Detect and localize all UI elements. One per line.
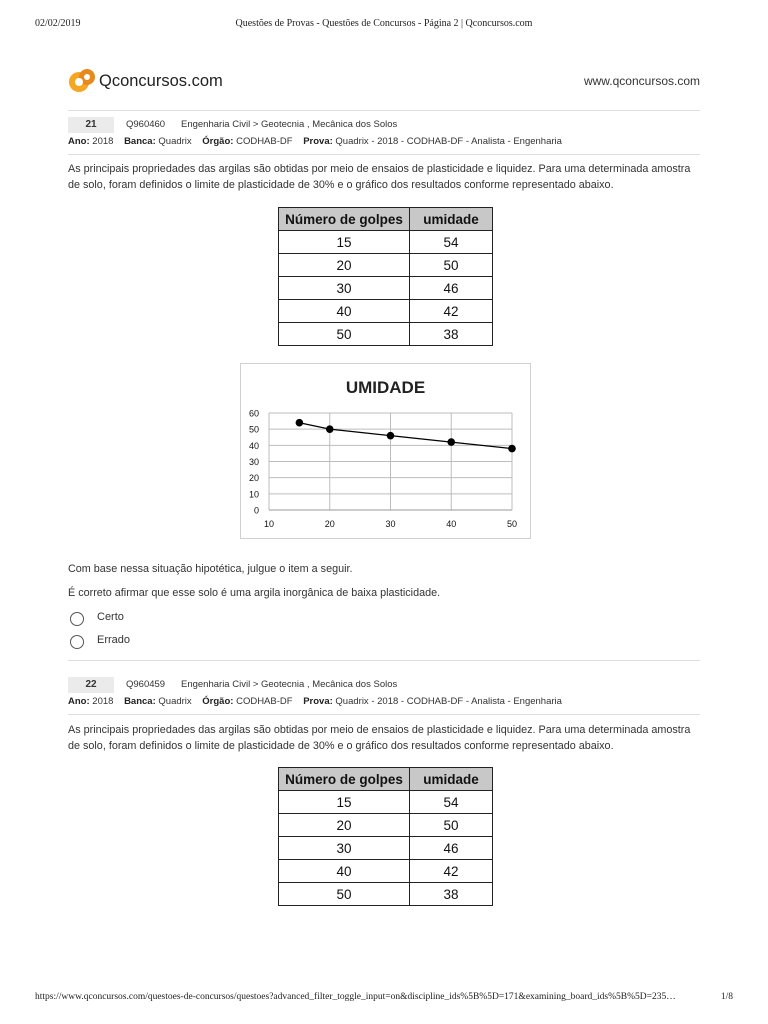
table-row: [279, 837, 493, 860]
data-table: [278, 767, 493, 906]
table-cell: 15: [279, 791, 410, 814]
divider: [68, 154, 700, 155]
table-cell: 50: [279, 883, 410, 906]
table-cell: 46: [410, 837, 493, 860]
table-cell: 30: [279, 277, 410, 300]
table-row: [279, 323, 493, 346]
meta-banca[interactable]: Quadrix: [158, 696, 192, 707]
y-tick-label: 0: [253, 505, 259, 516]
table-row: [279, 860, 493, 883]
logo-icon: [68, 67, 96, 95]
chart-svg: [241, 364, 530, 538]
x-tick-label: 10: [263, 519, 275, 529]
table-row: [279, 791, 493, 814]
umidade-chart: [240, 363, 531, 539]
table-header: umidade: [410, 768, 493, 791]
x-tick-label: 40: [446, 519, 457, 529]
table-cell: 50: [410, 814, 493, 837]
meta-label-ano: Ano:: [68, 136, 90, 147]
meta-prova[interactable]: Quadrix - 2018 - CODHAB-DF - Analista - Engenharia: [335, 136, 562, 147]
print-date: 02/02/2019: [35, 18, 81, 29]
x-tick-label: 50: [506, 519, 518, 529]
table-cell: 38: [410, 323, 493, 346]
question-text: As principais propriedades das argilas são obtidas por meio de ensaios de plasticidade e liquidez. Para uma determinada amostra de solo, foram definidos o limite de plasticidade de 30% e o gráfico dos resultados conforme representado abaixo.: [68, 724, 691, 752]
table-cell: 50: [410, 254, 493, 277]
print-title: Questões de Provas - Questões de Concursos - Página 2 | Qconcursos.com: [235, 18, 533, 29]
question-id[interactable]: Q960459: [126, 679, 166, 690]
table-row: [279, 300, 493, 323]
meta-orgao[interactable]: CODHAB-DF: [236, 696, 293, 707]
table-cell: 50: [279, 323, 410, 346]
table-cell: 54: [410, 231, 493, 254]
print-page-number: 1/8: [720, 992, 733, 1002]
x-tick-label: 20: [324, 519, 335, 529]
table-cell: 46: [410, 277, 493, 300]
table-cell: 54: [410, 791, 493, 814]
meta-ano: 2018: [92, 696, 114, 707]
table-cell: 30: [279, 837, 410, 860]
meta-label-orgao: Órgão:: [202, 696, 234, 707]
data-point: [296, 419, 304, 427]
chart-series: [296, 419, 516, 452]
data-point: [387, 432, 395, 440]
table-cell: 20: [279, 814, 410, 837]
question-meta: [68, 136, 570, 147]
meta-ano: 2018: [92, 136, 114, 147]
question-number: 22: [68, 677, 114, 693]
print-footer: [35, 992, 733, 1006]
logo-text: Qconcursos.com: [99, 72, 223, 90]
option-label: Errado: [97, 634, 131, 646]
option-label: Certo: [97, 611, 124, 623]
x-tick-label: 30: [385, 519, 396, 529]
y-tick-label: 50: [248, 424, 259, 435]
y-tick-label: 30: [248, 457, 259, 467]
question-text: As principais propriedades das argilas são obtidas por meio de ensaios de plasticidade e liquidez. Para uma determinada amostra de solo, foram definidos o limite de plasticidade de 30% e o gráfico dos resultados conforme representado abaixo.: [68, 163, 691, 191]
chart-y-ticks: [249, 409, 259, 516]
question-prompt: Com base nessa situação hipotética, julgue o item a seguir.: [68, 563, 353, 575]
site-url[interactable]: www.qconcursos.com: [583, 74, 700, 88]
question-subject[interactable]: Engenharia Civil > Geotecnia , Mecânica dos Solos: [181, 119, 398, 130]
divider: [68, 660, 700, 661]
data-point: [326, 425, 334, 433]
table-cell: 42: [410, 860, 493, 883]
table-header: Número de golpes: [279, 768, 410, 791]
meta-banca[interactable]: Quadrix: [158, 136, 192, 147]
question-statement: É correto afirmar que esse solo é uma argila inorgânica de baixa plasticidade.: [68, 587, 441, 599]
table-header: umidade: [410, 208, 493, 231]
meta-label-banca: Banca:: [124, 696, 156, 707]
meta-label-prova: Prova:: [303, 136, 333, 147]
chart-title: UMIDADE: [345, 378, 426, 397]
meta-label-prova: Prova:: [303, 696, 333, 707]
data-table: [278, 207, 493, 346]
data-point: [508, 445, 516, 453]
meta-label-banca: Banca:: [124, 136, 156, 147]
chart-grid: [269, 413, 512, 510]
divider: [68, 714, 700, 715]
table-header: Número de golpes: [279, 208, 410, 231]
meta-label-ano: Ano:: [68, 696, 90, 707]
table-cell: 40: [279, 300, 410, 323]
y-tick-label: 20: [248, 473, 259, 484]
question-id[interactable]: Q960460: [126, 119, 166, 130]
table-cell: 42: [410, 300, 493, 323]
table-cell: 15: [279, 231, 410, 254]
question-meta: [68, 696, 570, 707]
table-row: [279, 254, 493, 277]
radio-button[interactable]: [70, 612, 84, 626]
table-cell: 40: [279, 860, 410, 883]
table-row: [279, 814, 493, 837]
y-tick-label: 40: [248, 440, 259, 451]
table-cell: 20: [279, 254, 410, 277]
data-point: [447, 438, 455, 446]
meta-label-orgao: Órgão:: [202, 136, 234, 147]
y-tick-label: 60: [248, 408, 259, 419]
question-number: 21: [68, 117, 114, 133]
chart-x-ticks: [264, 519, 517, 529]
meta-orgao[interactable]: CODHAB-DF: [236, 136, 293, 147]
divider: [68, 110, 700, 111]
table-cell: 38: [410, 883, 493, 906]
meta-prova[interactable]: Quadrix - 2018 - CODHAB-DF - Analista - Engenharia: [335, 696, 562, 707]
print-header: [35, 18, 733, 32]
table-row: [279, 883, 493, 906]
table-row: [279, 231, 493, 254]
question-subject[interactable]: Engenharia Civil > Geotecnia , Mecânica dos Solos: [181, 679, 398, 690]
radio-button[interactable]: [70, 635, 84, 649]
y-tick-label: 10: [248, 489, 259, 500]
print-url: https://www.qconcursos.com/questoes-de-concursos/questoes?advanced_filter_toggle_input=on&discipline_ids%5B%5D=171&examining_board_ids%5B%5D=235…: [35, 992, 676, 1002]
table-row: [279, 277, 493, 300]
